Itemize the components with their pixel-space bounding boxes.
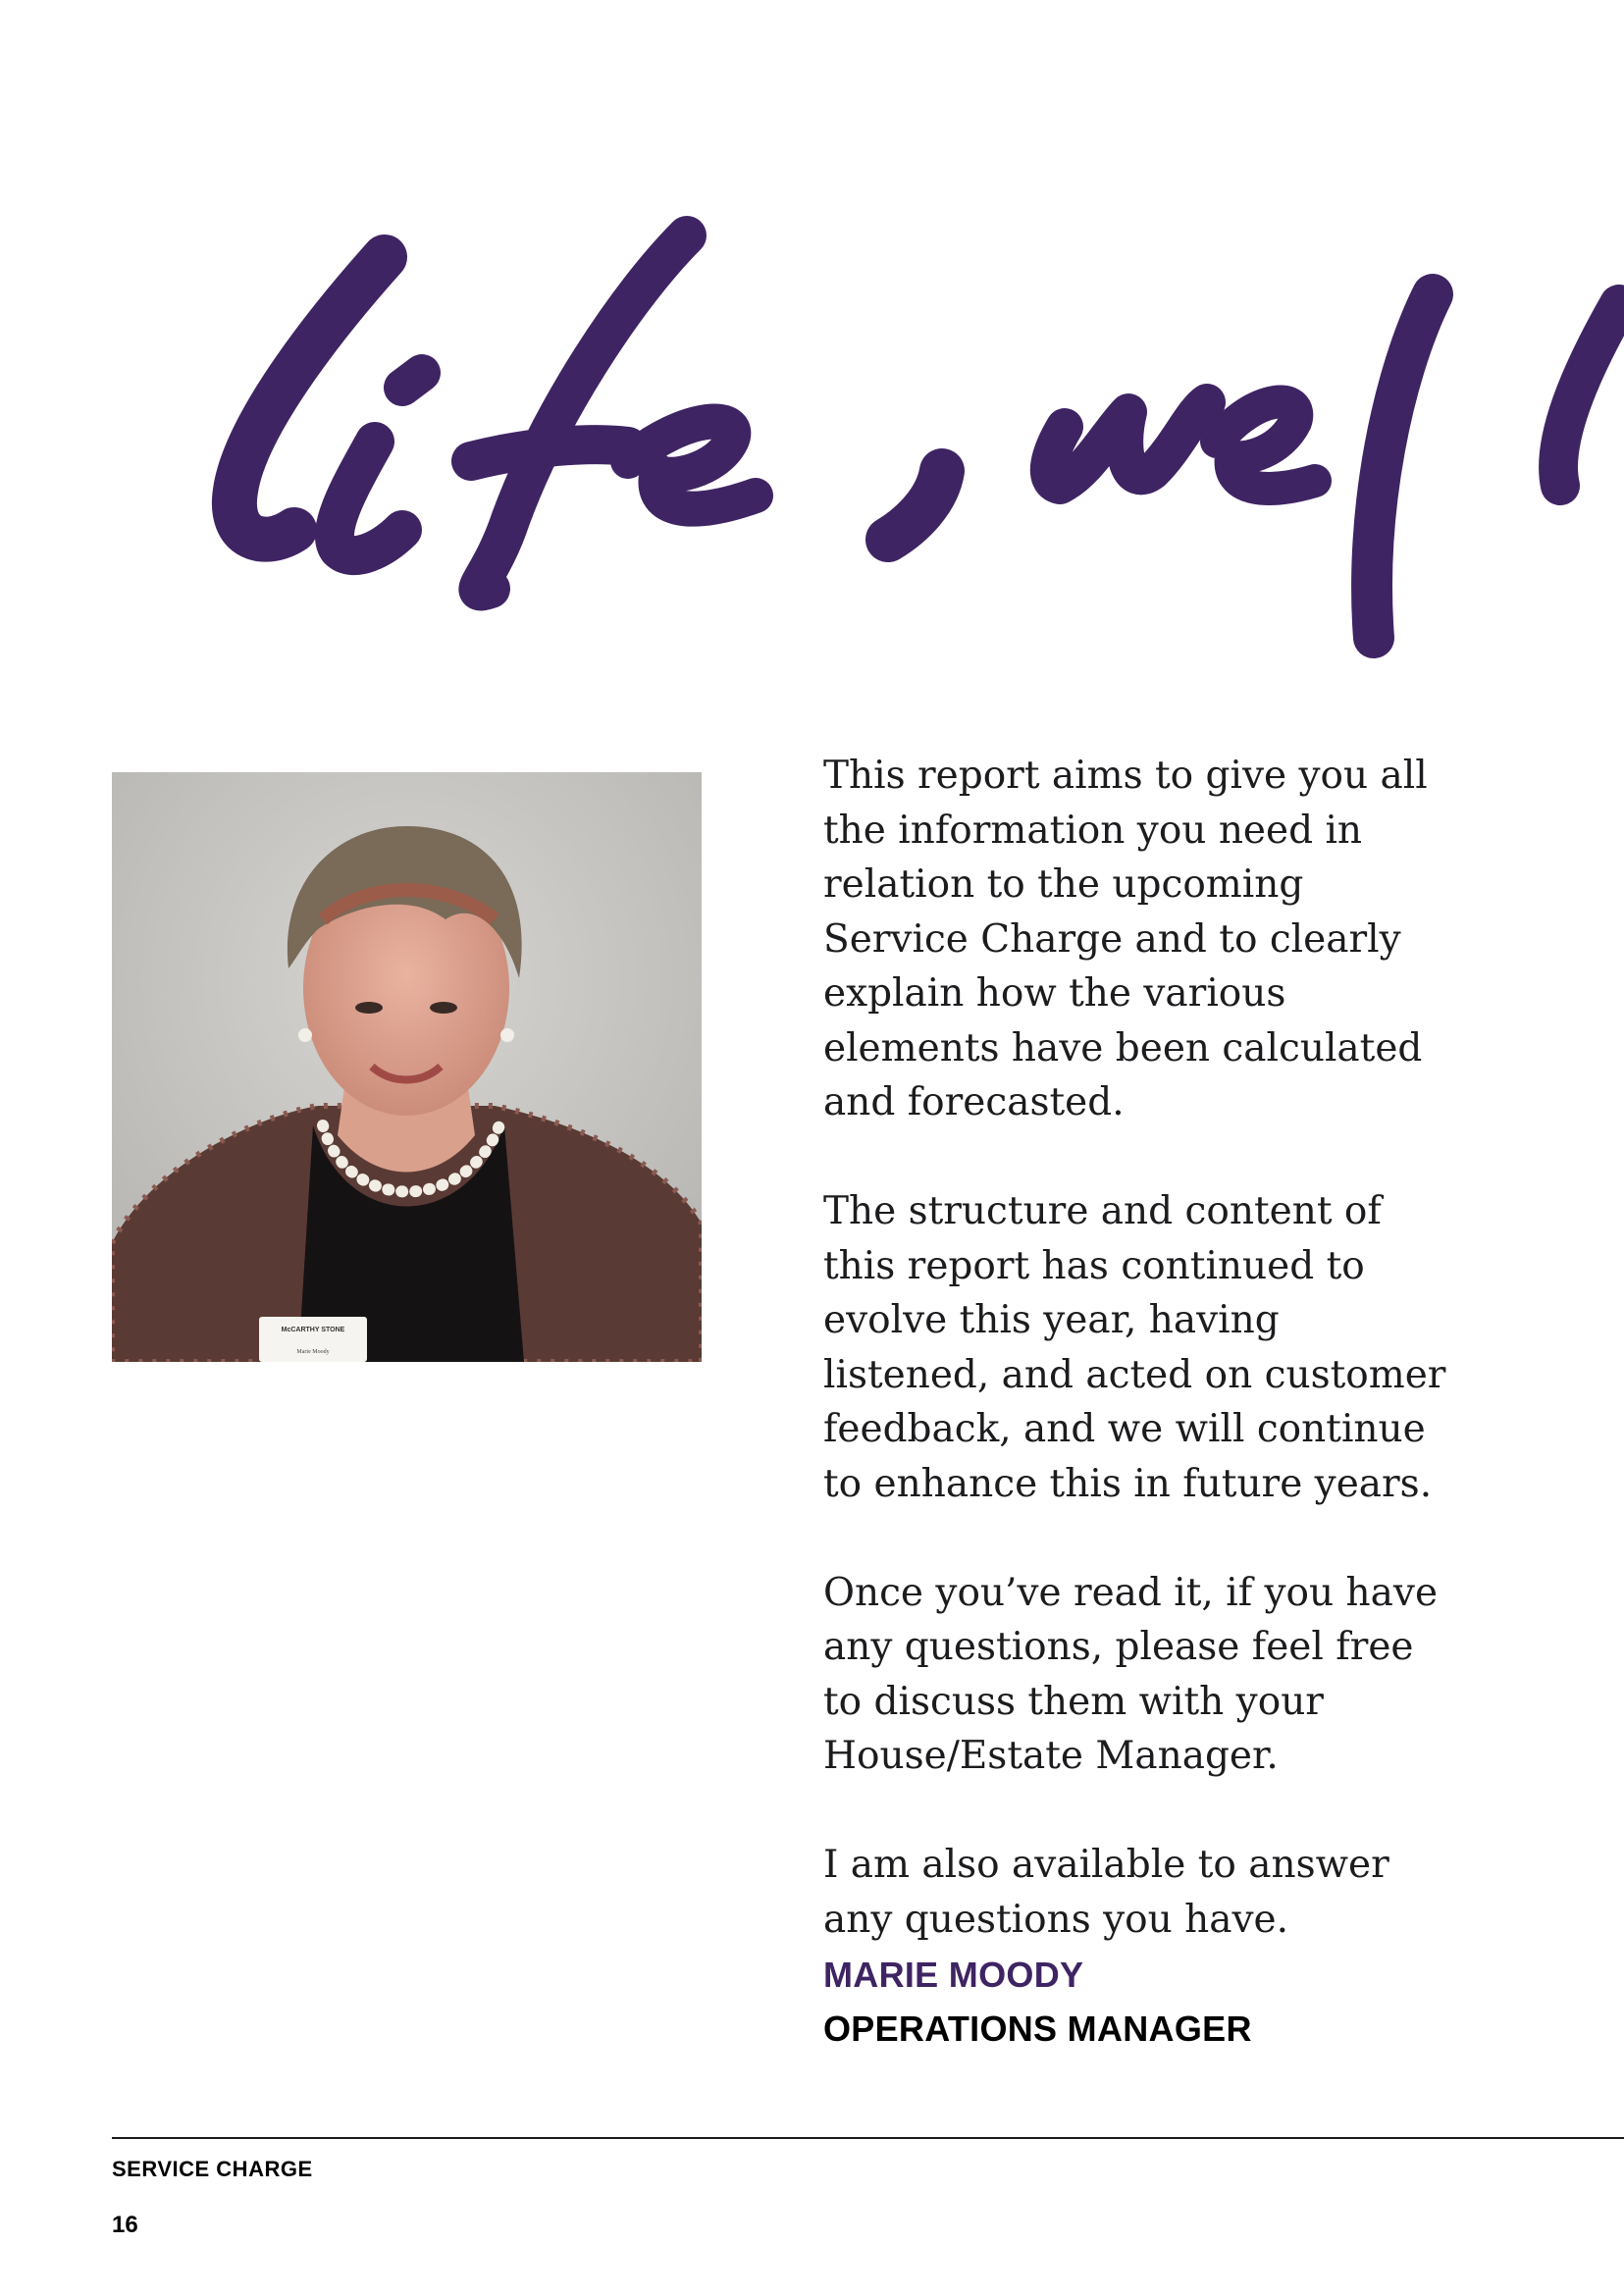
footer-divider bbox=[112, 2137, 1624, 2139]
name-badge bbox=[259, 1317, 367, 1362]
signatory-name: MARIE MOODY bbox=[823, 1955, 1084, 1995]
body-paragraph: I am also available to answer any questions you have. bbox=[823, 1843, 1389, 1942]
svg-text:McCARTHY STONE: McCARTHY STONE bbox=[281, 1327, 345, 1333]
portrait-photo bbox=[112, 772, 702, 1362]
body-paragraph: Once you’ve read it, if you have any questions, please feel free to discuss them with your House/Estate Manager. bbox=[823, 1570, 1439, 1778]
script-headline-logo bbox=[196, 196, 1624, 687]
footer-section-label: SERVICE CHARGE bbox=[112, 2157, 313, 2181]
body-text bbox=[823, 749, 1451, 2002]
body-paragraph: This report aims to give you all the information you need in relation to the upcoming Service Charge and to clearly explain how the various elements have been calculated and forecasted. bbox=[823, 754, 1428, 1124]
body-paragraph: The structure and content of this report has continued to evolve this year, having listened, and acted on customer feedback, and we will continue to enhance this in future years. bbox=[823, 1189, 1446, 1506]
svg-text:Marie Moody: Marie Moody bbox=[296, 1349, 330, 1355]
page-number: 16 bbox=[112, 2212, 138, 2238]
signatory-role: OPERATIONS MANAGER bbox=[823, 2009, 1252, 2049]
signature-block bbox=[823, 1948, 1252, 2056]
